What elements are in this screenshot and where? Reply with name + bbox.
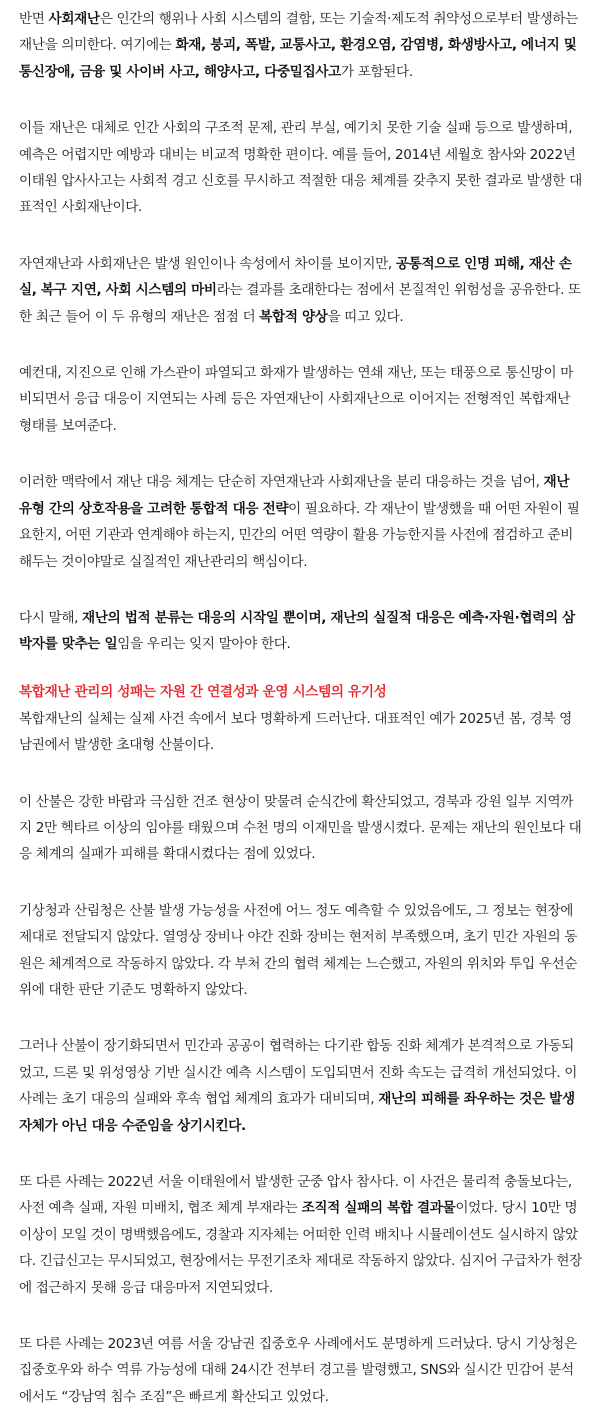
bold-text: 재난의 법적 분류는 대응의 시작일 뿐이며, 재난의 실질적 대응은 예측·자원·협력의 삼박자를 맞추는 일 <box>19 609 575 653</box>
bold-text: 재난의 피해를 좌우하는 것은 발생 자체가 아닌 대응 수준임을 상기시킨다. <box>19 1091 575 1134</box>
paragraph <box>19 115 584 221</box>
text-run: 이 산불은 강한 바람과 극심한 건조 현상이 맞물려 순식간에 확산되었고, 경북과 강원 일부 지역까지 2만 헥타르 이상의 임야를 태웠으며 수천 명의 이재민을 발생시켰다. 문제는 재난의 원인보다 대응 체계의 실패가 피해를 확대시켰다는 점에 있었다. <box>19 793 582 863</box>
text-run: 복합재난의 실체는 실제 사건 속에서 보다 명확하게 드러난다. 대표적인 예가 2025년 봄, 경북 영남권에서 발생한 초대형 산불이다. <box>19 710 572 754</box>
paragraph <box>19 706 584 759</box>
paragraph <box>19 605 584 658</box>
bold-text: 화재, 붕괴, 폭발, 교통사고, 환경오염, 감염병, 화생방사고, 에너지 및 통신장애, 금융 및 사이버 사고, 해양사고, 다중밀집사고 <box>19 37 577 80</box>
bold-text: 사회재난 <box>48 11 100 27</box>
text-run: 을 띠고 있다. <box>327 308 404 325</box>
paragraph <box>19 789 584 868</box>
text-run: 이러한 맥락에서 재난 대응 체계는 단순히 자연재난과 사회재난을 분리 대응하는 것을 넘어, <box>19 474 544 491</box>
paragraph <box>19 1331 584 1410</box>
text-run: 이들 재난은 대체로 인간 사회의 구조적 문제, 관리 부실, 예기치 못한 기술 실패 등으로 발생하며, 예측은 어렵지만 예방과 대비는 비교적 명확한 편이다. 예를 들어, 2014년 세월호 참사와 2022년 이태원 압사사고는 사회적 경고 신호를 무시하고 적절한 대응 체계를 갖추지 못한 결과로 발생한 대표적인 사회재난이다. <box>19 120 582 216</box>
paragraph <box>19 1169 584 1301</box>
paragraph <box>19 251 584 330</box>
text-run: 임을 우리는 잊지 말아야 한다. <box>117 636 291 653</box>
paragraph <box>19 360 584 439</box>
text-run: 또 다른 사례는 2022년 서울 이태원에서 발생한 군중 압사 참사다. 이 사건은 물리적 충돌보다는, 사전 예측 실패, 자원 미배치, 협조 체계 부재라는 <box>19 1174 572 1217</box>
text-run: 그러나 산불이 장기화되면서 민간과 공공이 협력하는 다기관 합동 진화 체계가 본격적으로 가동되었고, 드론 및 위성영상 기반 실시간 예측 시스템이 도입되면서 진화 속도는 급격히 개선되었다. 이 사례는 초기 대응의 실패와 후속 협업 체계의 효과가 대비되며, <box>19 1038 578 1108</box>
bold-text: 복합적 양상 <box>259 308 328 325</box>
bold-text: 조직적 실패의 복합 결과물 <box>301 1200 456 1217</box>
text-run: 예컨대, 지진으로 인해 가스관이 파열되고 화재가 발생하는 연쇄 재난, 또는 태풍으로 통신망이 마비되면서 응급 대응이 지연되는 사례 등은 자연재난이 사회재난으로 이어지는 전형적인 복합재난 형태를 보여준다. <box>19 365 574 434</box>
paragraph <box>19 898 584 1004</box>
paragraph <box>19 469 584 575</box>
text-run: 은 인간의 행위나 사회 시스템의 결함, 또는 기술적·제도적 취약성으로부터 발생하는 재난을 의미한다. 여기에는 <box>19 11 578 54</box>
paragraph <box>19 1033 584 1139</box>
text-run: 또 다른 사례는 2023년 여름 서울 강남권 집중호우 사례에서도 분명하게 드러났다. 당시 기상청은 집중호우와 하수 역류 가능성에 대해 24시간 전부터 경고를 발령했고, SNS와 실시간 민감어 분석에서도 “강남역 침수 조짐”은 빠르게 확산되고 있었다. <box>19 1336 577 1405</box>
text-run: 가 포함된다. <box>340 63 413 80</box>
text-run: 라는 결과를 초래한다는 점에서 본질적인 위험성을 공유한다. 또한 최근 들어 이 두 유형의 재난은 점점 더 <box>19 282 581 325</box>
text-run: 이었다. 당시 10만 명 이상이 모일 것이 명백했음에도, 경찰과 지자체는 어떠한 인력 배치나 시뮬레이션도 실시하지 않았다. 긴급신고는 무시되었고, 현장에서는 무전기조차 제대로 작동하지 않았다. 심지어 구급차가 현장에 접근하지 못해 응급 대응마저 지연되었다. <box>19 1200 582 1296</box>
text-run: 자연재난과 사회재난은 발생 원인이나 속성에서 차이를 보이지만, <box>19 255 396 272</box>
paragraph <box>19 6 584 85</box>
text-run: 반면 <box>19 11 49 27</box>
text-run: 이 필요하다. 각 재난이 발생했을 때 어떤 자원이 필요한지, 어떤 기관과 연계해야 하는지, 민간의 어떤 역량이 활용 가능한지를 사전에 점검하고 준비해두는 것이야말로 실질적인 재난관리의 핵심이다. <box>19 500 580 570</box>
bold-text: 공통적으로 인명 피해, 재산 손실, 복구 지연, 사회 시스템의 마비 <box>19 255 572 299</box>
text-run: 다시 말해, <box>19 609 83 626</box>
text-run: 기상청과 산림청은 산불 발생 가능성을 사전에 어느 정도 예측할 수 있었음에도, 그 정보는 현장에 제대로 전달되지 않았다. 열영상 장비나 야간 진화 장비는 현저히 부족했으며, 초기 민간 자원의 동원은 체계적으로 작동하지 않았다. 각 부처 간의 협력 체계는 느슨했고, 자원의 위치와 투입 우선순위에 대한 판단 기준도 명확하지 않았다. <box>19 902 578 998</box>
bold-text: 재난 유형 간의 상호작용을 고려한 통합적 대응 전략 <box>19 474 570 517</box>
section-heading: 복합재난 관리의 성패는 자원 간 연결성과 운영 시스템의 유기성 <box>19 683 387 700</box>
